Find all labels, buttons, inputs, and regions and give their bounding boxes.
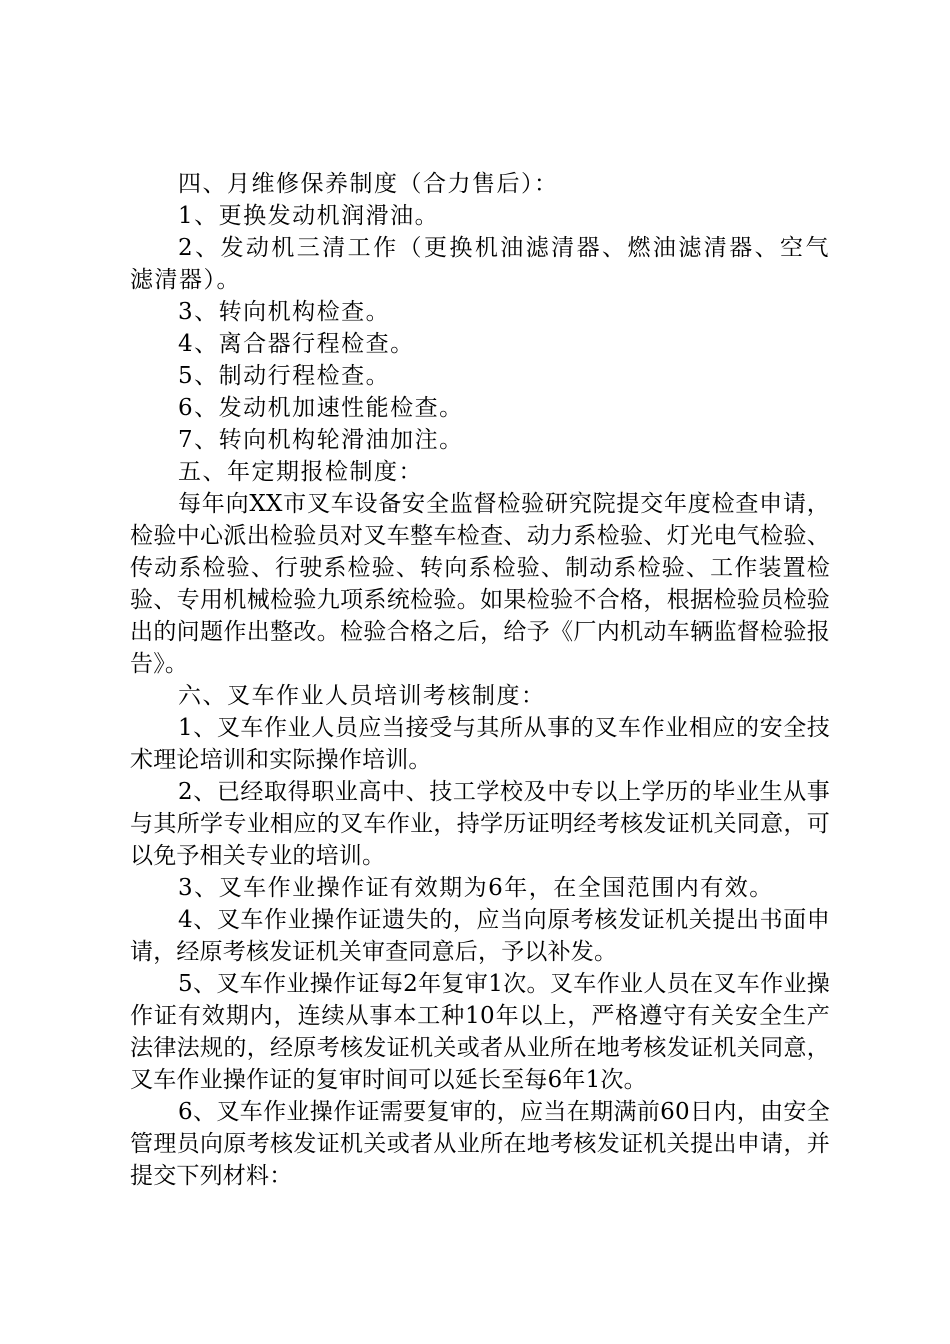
list-item: 4、离合器行程检查。 — [178, 331, 415, 357]
list-item: 1、更换发动机润滑油。 — [178, 203, 440, 229]
section-heading-annual-inspection: 五、年定期报检制度： — [178, 459, 423, 485]
list-item: 2、已经取得职业高中、技工学校及中专以上学历的毕业生从事与其所学专业相应的叉车作业，持学历证明经考核发证机关同意，可以免予相关专业的培训。 — [130, 779, 830, 869]
list-item: 4、叉车作业操作证遗失的，应当向原考核发证机关提出书面申请，经原考核发证机关审查同意后，予以补发。 — [130, 907, 830, 965]
section-heading-training: 六、叉车作业人员培训考核制度： — [178, 683, 546, 709]
list-item: 6、叉车作业操作证需要复审的，应当在期满前60日内，由安全管理员向原考核发证机关或者从业所在地考核发证机关提出申请，并提交下列材料： — [130, 1099, 830, 1189]
list-item: 7、转向机构轮滑油加注。 — [178, 427, 464, 453]
list-item: 3、叉车作业操作证有效期为6年，在全国范围内有效。 — [178, 875, 774, 901]
list-item: 3、转向机构检查。 — [178, 299, 391, 325]
list-item: 6、发动机加速性能检查。 — [178, 395, 464, 421]
list-item: 1、叉车作业人员应当接受与其所从事的叉车作业相应的安全技术理论培训和实际操作培训。 — [130, 715, 830, 773]
section-heading-monthly-maintenance: 四、月维修保养制度（合力售后）： — [178, 171, 559, 197]
document-body — [130, 168, 830, 1192]
list-item: 5、叉车作业操作证每2年复审1次。叉车作业人员在叉车作业操作证有效期内，连续从事本工种10年以上，严格遵守有关安全生产法律法规的，经原考核发证机关或者从业所在地考核发证机关同意，叉车作业操作证的复审时间可以延长至每6年1次。 — [130, 971, 830, 1093]
list-item: 2、发动机三清工作（更换机油滤清器、燃油滤清器、空气滤清器）。 — [130, 235, 830, 293]
list-item: 5、制动行程检查。 — [178, 363, 391, 389]
body-paragraph: 每年向XX市叉车设备安全监督检验研究院提交年度检查申请，检验中心派出检验员对叉车整车检查、动力系检验、灯光电气检验、传动系检验、行驶系检验、转向系检验、制动系检验、工作装置检验、专用机械检验九项系统检验。如果检验不合格，根据检验员检验出的问题作出整改。检验合格之后，给予《厂内机动车辆监督检验报告》。 — [130, 491, 830, 677]
